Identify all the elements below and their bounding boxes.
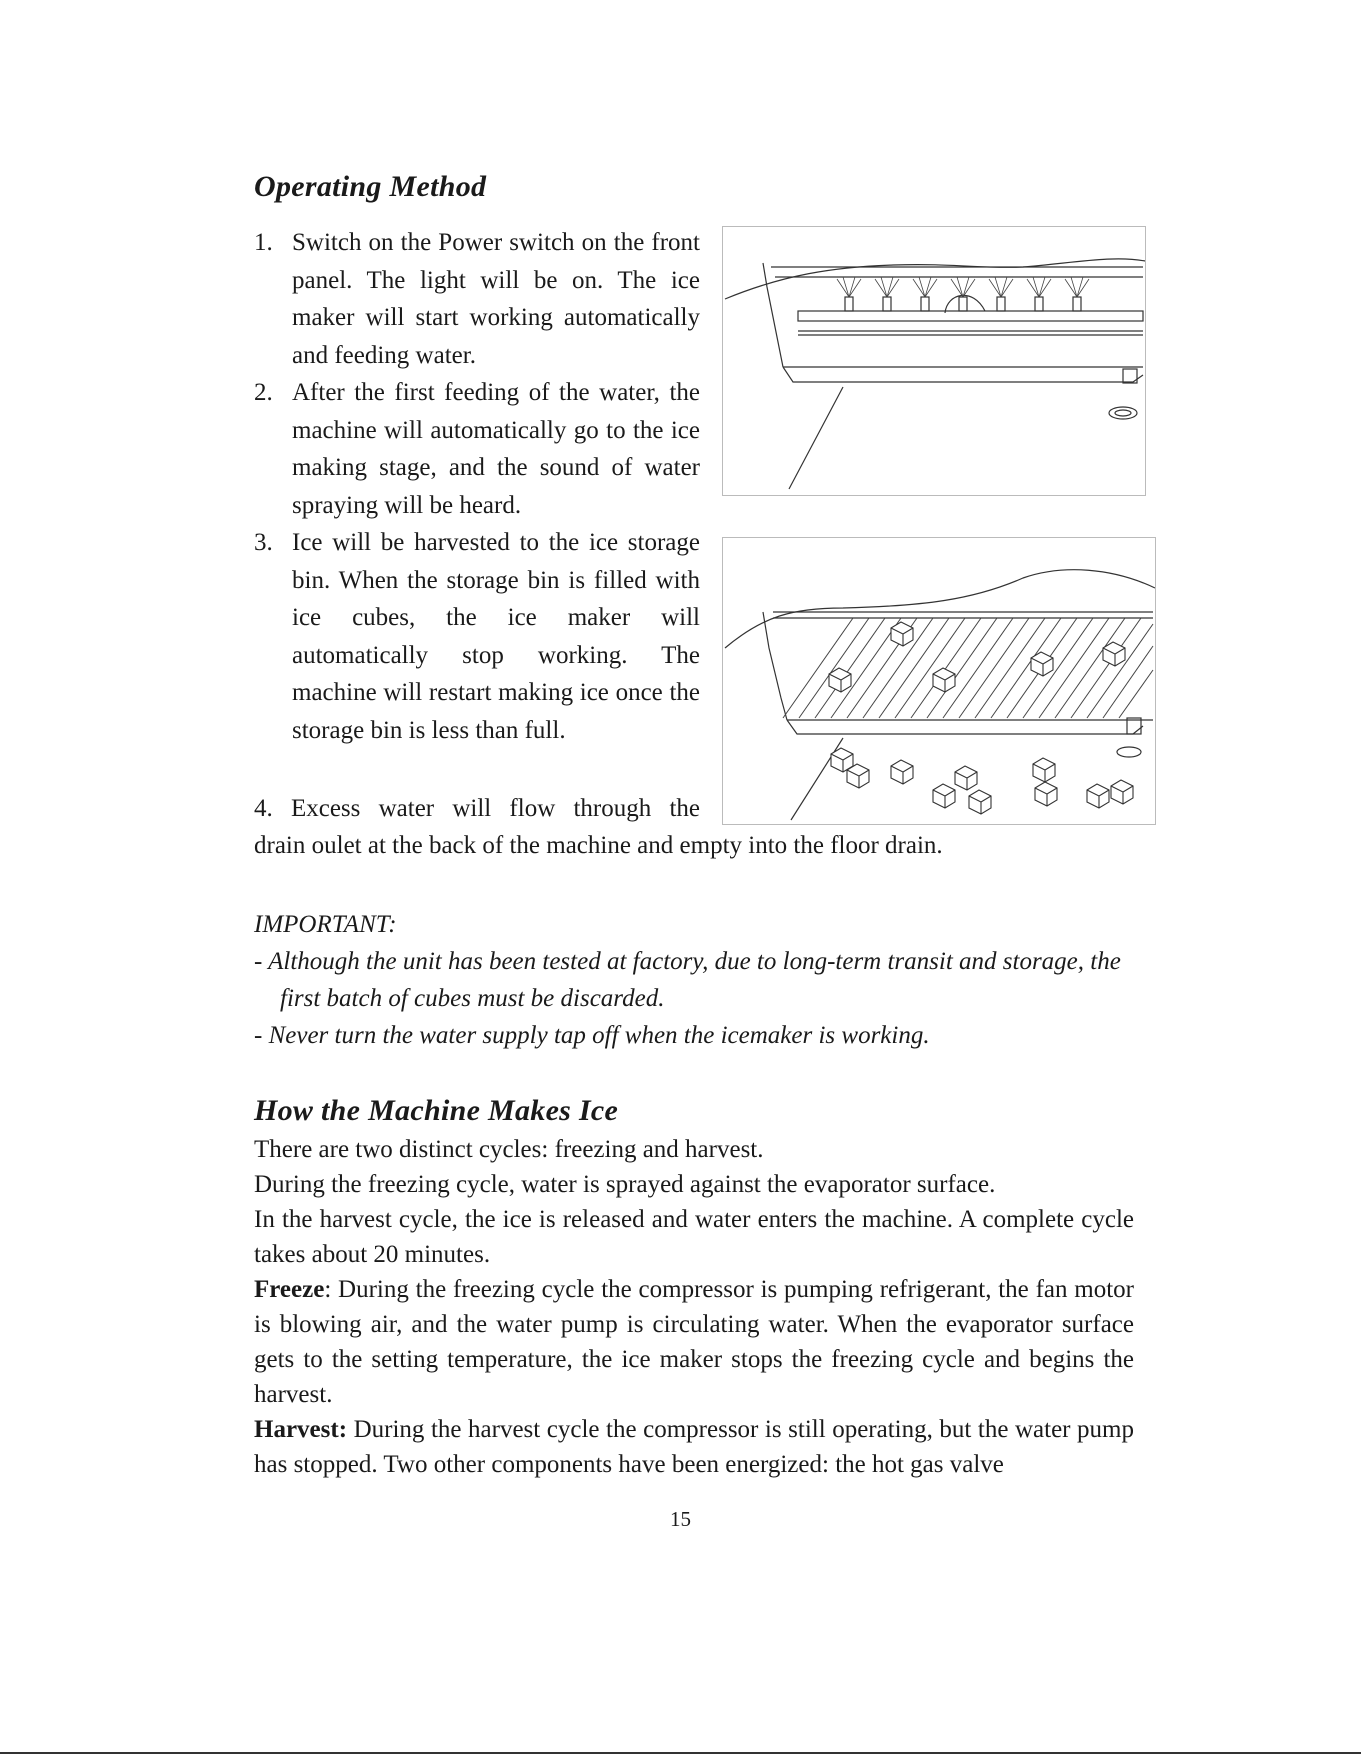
step-1-number: 1. bbox=[254, 229, 273, 256]
step-2-number: 2. bbox=[254, 379, 273, 406]
harvest-label: Harvest: bbox=[254, 1416, 348, 1443]
freeze-label: Freeze bbox=[254, 1276, 325, 1303]
how-machine-makes-ice-body bbox=[254, 1132, 1134, 1482]
important-label: IMPORTANT: bbox=[254, 911, 397, 938]
operating-steps-list bbox=[254, 224, 700, 749]
important-note-1: - Although the unit has been tested at factory, due to long-term transit and storage, the first batch of cubes must be discarded. bbox=[254, 948, 1121, 1012]
step-2-text: After the first feeding of the water, the machine will automatically go to the ice making stage, and the sound of water spraying will be heard. bbox=[292, 379, 700, 519]
step-2 bbox=[254, 374, 700, 524]
step-1 bbox=[254, 224, 700, 374]
harvest-cycle-paragraph: In the harvest cycle, the ice is released and water enters the machine. A complete cycle takes about 20 minutes. bbox=[254, 1206, 1134, 1268]
figure-water-spraying bbox=[722, 226, 1146, 496]
freeze-text: : During the freezing cycle the compressor is pumping refrigerant, the fan motor is blowing air, and the water pump is circulating water. When the evaporator surface gets to the setting temperature, the ice maker stops the freezing cycle and begins the harvest. bbox=[254, 1276, 1134, 1408]
page-number: 15 bbox=[670, 1507, 691, 1531]
harvest-paragraph bbox=[254, 1412, 1134, 1482]
bottom-rule bbox=[0, 1752, 1361, 1754]
water-spraying-illustration bbox=[723, 227, 1145, 495]
cycles-paragraph: There are two distinct cycles: freezing and harvest. bbox=[254, 1136, 764, 1163]
how-machine-makes-ice-heading: How the Machine Makes Ice bbox=[254, 1094, 619, 1127]
step-3-text: Ice will be harvested to the ice storage bin. When the storage bin is filled with ice cubes, the ice maker will automatically stop working. The machine will restart making ice once the storage bin is less than full. bbox=[292, 529, 700, 744]
freezing-cycle-paragraph: During the freezing cycle, water is sprayed against the evaporator surface. bbox=[254, 1171, 996, 1198]
ice-harvesting-illustration bbox=[723, 538, 1155, 824]
step-1-text: Switch on the Power switch on the front panel. The light will be on. The ice maker will start working automatically and feeding water. bbox=[292, 229, 700, 369]
step-4-continuation: drain oulet at the back of the machine and empty into the floor drain. bbox=[254, 832, 943, 859]
operating-method-heading: Operating Method bbox=[254, 170, 487, 203]
figure-ice-harvesting bbox=[722, 537, 1156, 825]
step-3 bbox=[254, 524, 700, 749]
important-notes bbox=[254, 906, 1154, 1054]
step-3-number: 3. bbox=[254, 529, 273, 556]
step-4-first-line: 4. Excess water will flow through the bbox=[254, 795, 700, 822]
important-note-2: - Never turn the water supply tap off when the icemaker is working. bbox=[254, 1022, 930, 1049]
harvest-text: During the harvest cycle the compressor is still operating, but the water pump has stopped. Two other components have been energized: the hot gas valve bbox=[254, 1416, 1134, 1478]
freeze-paragraph bbox=[254, 1272, 1134, 1412]
